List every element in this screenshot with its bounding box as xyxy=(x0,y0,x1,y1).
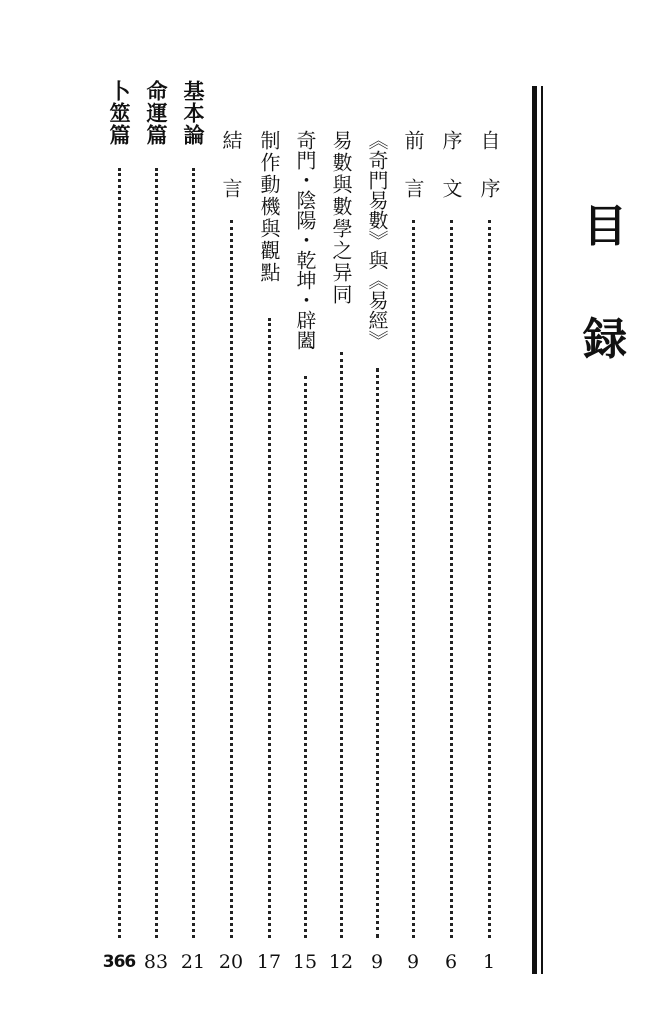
toc-entry-page: 1 xyxy=(482,951,496,973)
toc-entry-title: 序 文 xyxy=(439,130,463,202)
toc-leader-dots xyxy=(412,220,415,938)
toc-leader-dots xyxy=(304,376,307,938)
toc-entry-page: 83 xyxy=(143,951,169,973)
toc-entry-page: 6 xyxy=(444,951,458,973)
toc-leader-dots xyxy=(450,220,453,938)
toc-entry-title: 命運篇 xyxy=(144,80,168,146)
toc-leader-dots xyxy=(488,220,491,938)
toc-entry-page: 21 xyxy=(180,951,206,973)
toc-entry-page: 366 xyxy=(102,952,136,972)
toc-heading-char-1: 目 xyxy=(583,201,627,252)
toc-leader-dots xyxy=(192,168,195,938)
toc-entry-title: 前 言 xyxy=(401,130,425,202)
toc-leader-dots xyxy=(118,168,121,938)
toc-entry-title: 卜筮篇 xyxy=(107,80,131,146)
toc-entry-title: 奇門・陰陽・乾坤・辟闔 xyxy=(293,130,317,350)
toc-entry-title: 制作動機與觀點 xyxy=(257,130,281,284)
toc-leader-dots xyxy=(155,168,158,938)
toc-entry-title: 自 序 xyxy=(477,130,501,202)
toc-entry-title: 結 言 xyxy=(219,130,243,202)
toc-entry-page: 15 xyxy=(292,951,318,973)
toc-heading-char-2: 録 xyxy=(583,314,627,365)
toc-entry-title: 易數與數學之异同 xyxy=(329,130,353,306)
toc-entry-page: 17 xyxy=(256,951,282,973)
toc-entry-page: 9 xyxy=(406,951,420,973)
toc-leader-dots xyxy=(230,220,233,938)
toc-leader-dots xyxy=(340,352,343,938)
toc-entry-title: ︽奇門易數︾與︽易經︾ xyxy=(365,130,389,350)
toc-entry-title: 基本論 xyxy=(181,80,205,146)
toc-leader-dots xyxy=(268,318,271,938)
toc-leader-dots xyxy=(376,368,379,938)
toc-entry-page: 12 xyxy=(328,951,354,973)
toc-entry-page: 9 xyxy=(370,951,384,973)
vertical-rule-thin xyxy=(541,86,543,974)
toc-entry-page: 20 xyxy=(218,951,244,973)
vertical-rule-thick xyxy=(532,86,537,974)
